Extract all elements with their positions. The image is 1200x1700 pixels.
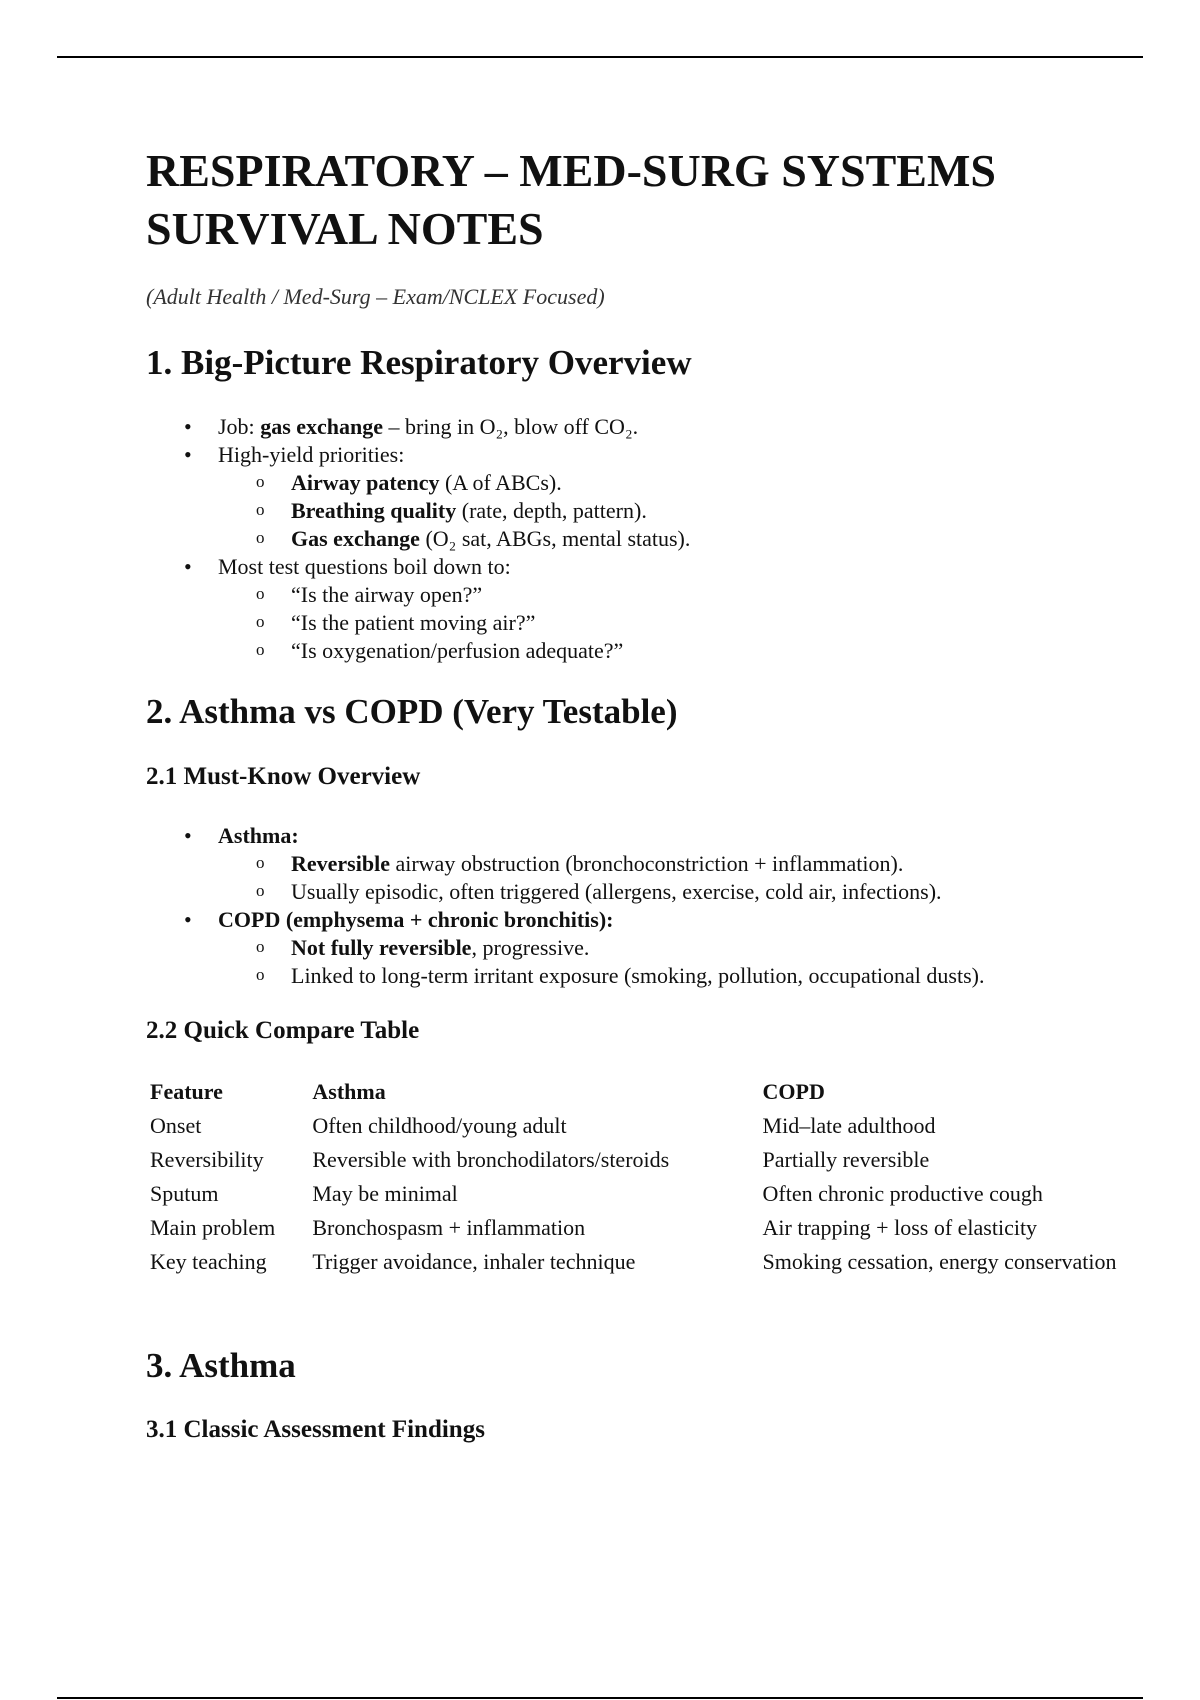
table-header-row (146, 1075, 1146, 1109)
table-cell: Reversible with bronchodilators/steroids (312, 1147, 670, 1172)
table-cell: May be minimal (312, 1181, 458, 1206)
table-cell: Often childhood/young adult (312, 1113, 567, 1138)
list-item: • Asthma: (146, 822, 1146, 850)
list-item: o Usually episodic, often triggered (allergens, exercise, cold air, infections). (146, 878, 1146, 906)
table-row (146, 1143, 1146, 1177)
table-cell: Air trapping + loss of elasticity (762, 1215, 1038, 1240)
table-cell: Smoking cessation, energy conservation (762, 1249, 1117, 1274)
section-2-1-list (146, 822, 1146, 990)
list-item: o Gas exchange (O₂ sat, ABGs, mental status). (146, 525, 1146, 553)
section-2-heading: 2. Asthma vs COPD (Very Testable) (146, 692, 678, 731)
list-item: o “Is oxygenation/perfusion adequate?” (146, 637, 1146, 665)
list-item: o Linked to long-term irritant exposure (smoking, pollution, occupational dusts). (146, 962, 1146, 990)
column-header: Feature (150, 1079, 223, 1104)
document-subtitle: (Adult Health / Med-Surg – Exam/NCLEX Focused) (146, 284, 605, 309)
list-item: o Breathing quality (rate, depth, pattern). (146, 497, 1146, 525)
list-item: • High-yield priorities: (146, 441, 1146, 469)
list-item: o Not fully reversible, progressive. (146, 934, 1146, 962)
table-cell: Mid–late adulthood (762, 1113, 936, 1138)
table-row (146, 1211, 1146, 1245)
compare-table (146, 1075, 1146, 1279)
table-cell: Trigger avoidance, inhaler technique (312, 1249, 636, 1274)
table-row (146, 1177, 1146, 1211)
table-cell: Onset (150, 1113, 202, 1138)
table-cell: Reversibility (150, 1147, 264, 1172)
column-header: Asthma (312, 1079, 386, 1104)
table-cell: Often chronic productive cough (762, 1181, 1043, 1206)
list-item: • Most test questions boil down to: (146, 553, 1146, 581)
table-cell: Main problem (150, 1215, 276, 1240)
document-title: RESPIRATORY – MED-SURG SYSTEMS SURVIVAL NOTES (146, 145, 996, 254)
table-cell: Sputum (150, 1181, 219, 1206)
table-row (146, 1245, 1146, 1279)
section-1-list (146, 413, 1146, 665)
section-3-heading: 3. Asthma (146, 1346, 296, 1385)
list-item: o Airway patency (A of ABCs). (146, 469, 1146, 497)
list-item: • COPD (emphysema + chronic bronchitis): (146, 906, 1146, 934)
list-item: o Reversible airway obstruction (bronchoconstriction + inflammation). (146, 850, 1146, 878)
section-2-1-heading: 2.1 Must-Know Overview (146, 763, 421, 790)
bottom-rule (57, 1697, 1143, 1699)
table-cell: Bronchospasm + inflammation (312, 1215, 586, 1240)
table-cell: Key teaching (150, 1249, 267, 1274)
list-item: o “Is the patient moving air?” (146, 609, 1146, 637)
table-cell: Partially reversible (762, 1147, 930, 1172)
section-3-1-heading: 3.1 Classic Assessment Findings (146, 1416, 485, 1443)
section-1-heading: 1. Big-Picture Respiratory Overview (146, 343, 692, 382)
table-row (146, 1109, 1146, 1143)
column-header: COPD (762, 1079, 825, 1104)
list-item: o “Is the airway open?” (146, 581, 1146, 609)
list-item: • Job: gas exchange – bring in O₂, blow off CO₂. (146, 413, 1146, 441)
top-rule (57, 56, 1143, 58)
section-2-2-heading: 2.2 Quick Compare Table (146, 1017, 420, 1044)
